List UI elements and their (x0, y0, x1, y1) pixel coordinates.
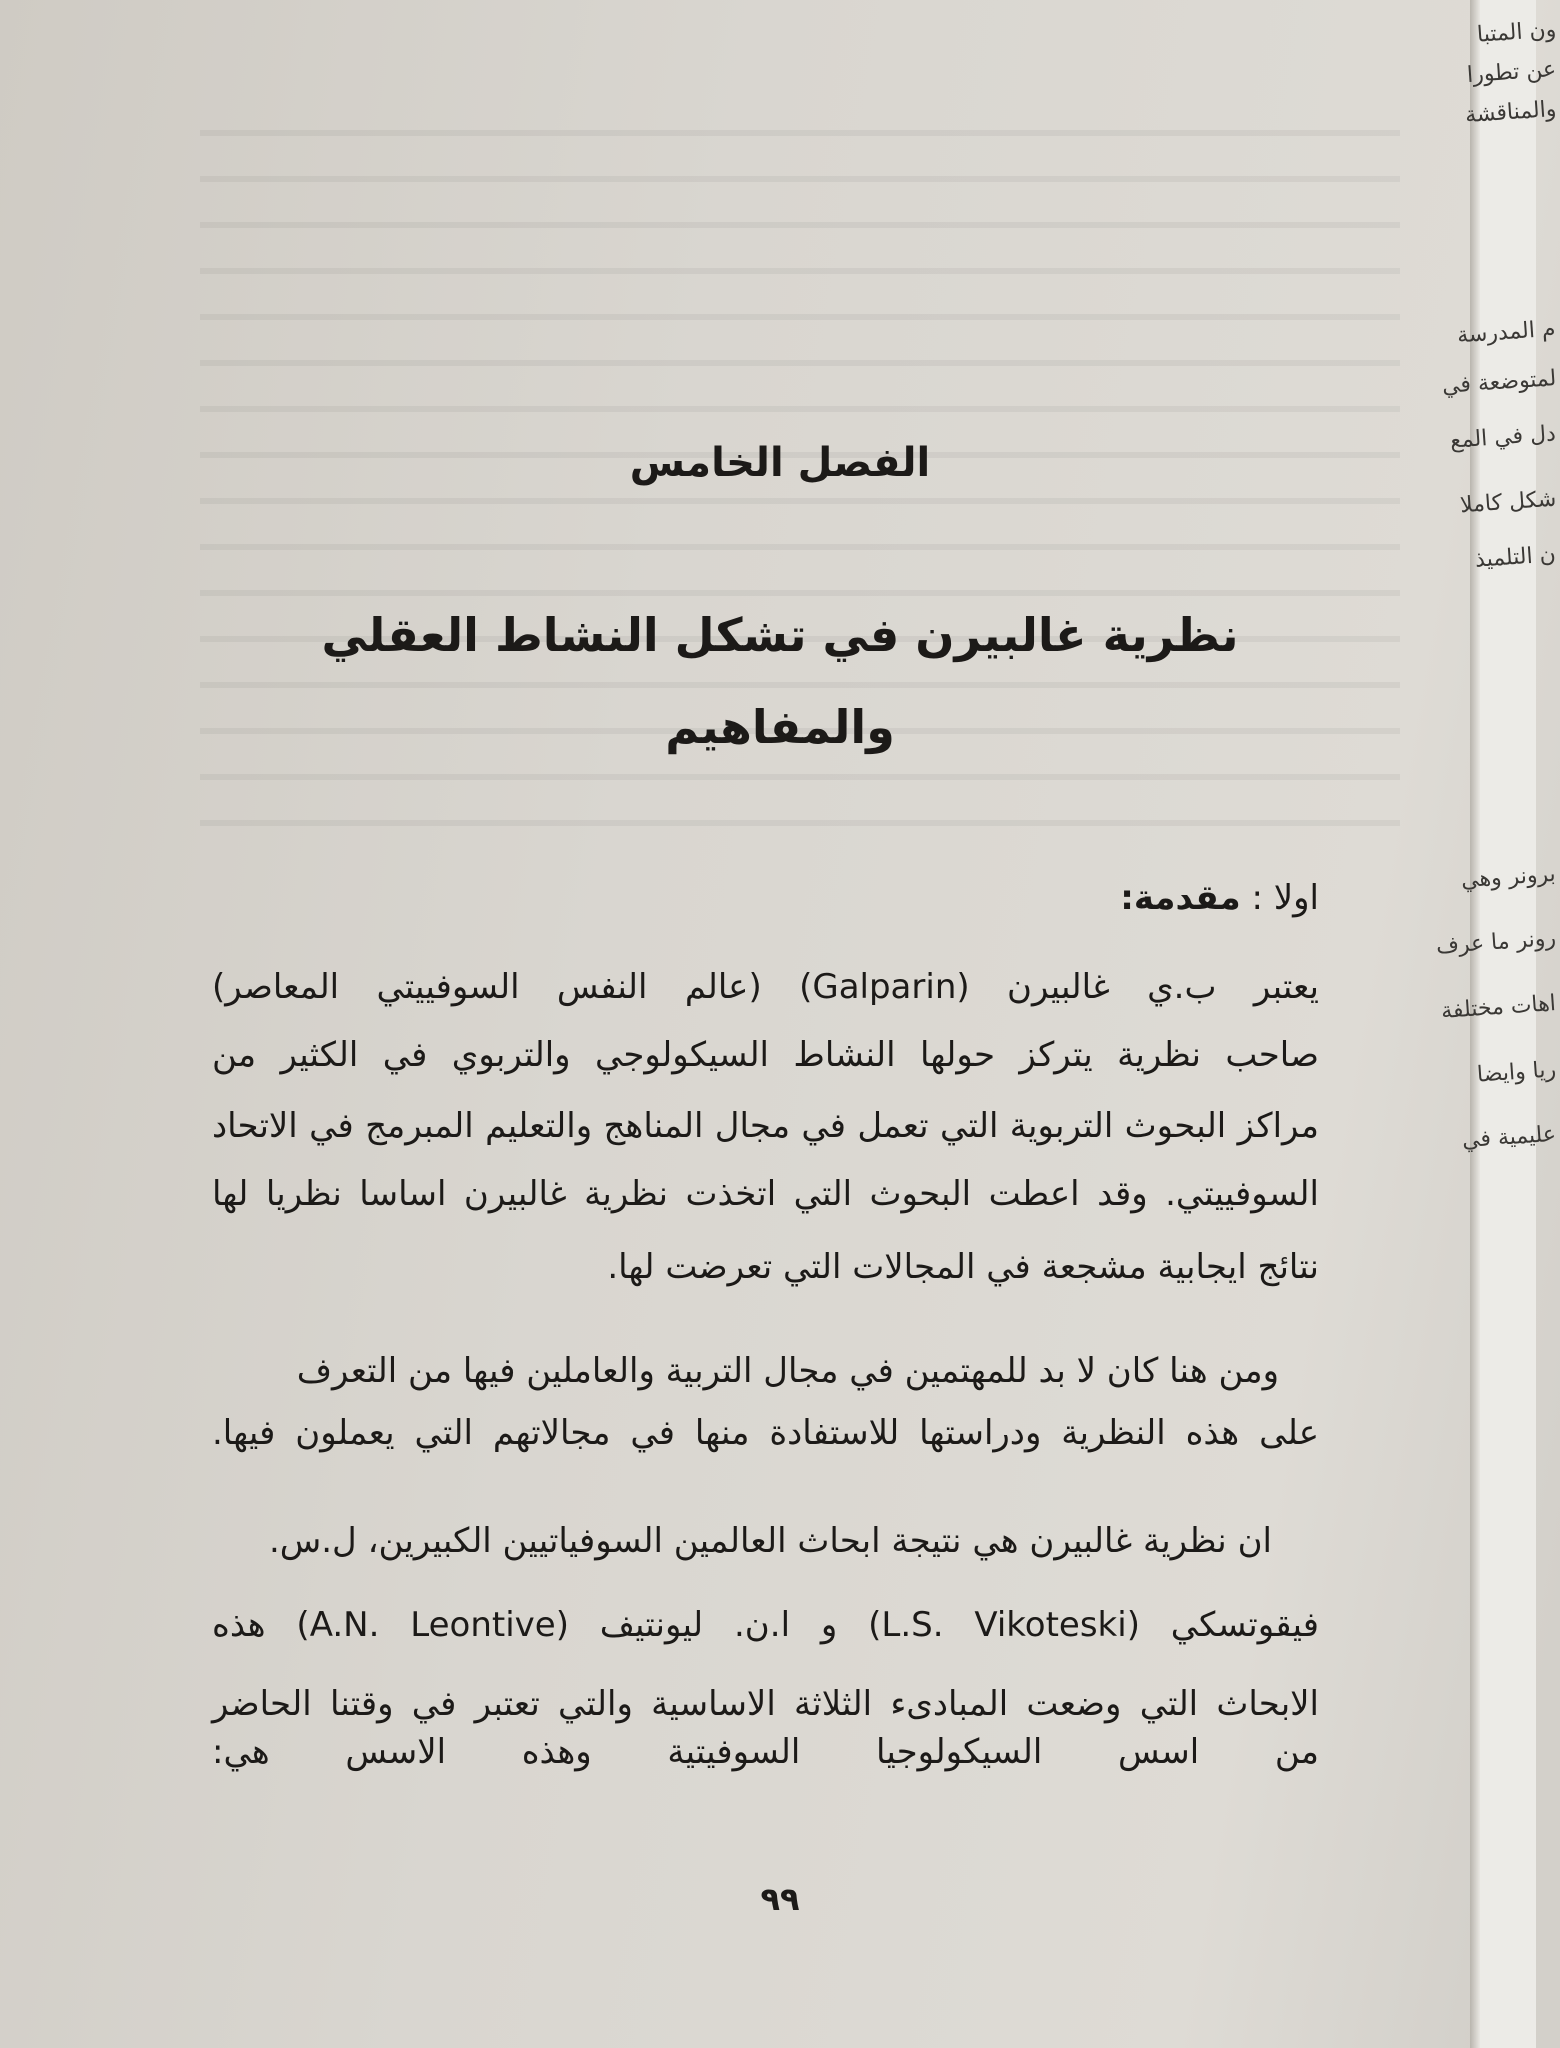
paragraph-2-line: على هذه النظرية ودراستها للاستفادة منها في مجالاتهم التي يعملون فيها. (212, 1413, 1319, 1453)
paragraph-1-line: يعتبر ب.ي غالبيرن (Galparin) (عالم النفس السوفييتي المعاصر) (212, 967, 1319, 1007)
paragraph-1-line: السوفييتي. وقد اعطت البحوث التي اتخذت نظرية غالبيرن اساسا نظريا لها (212, 1174, 1319, 1214)
adjacent-text: دل في المع (1449, 421, 1557, 454)
adjacent-text: برونر وهي (1460, 861, 1557, 894)
section-heading (212, 873, 1319, 923)
section-title: مقدمة: (1120, 878, 1241, 918)
adjacent-text: شكل كاملا (1458, 486, 1557, 519)
adjacent-text: عن تطورا (1466, 56, 1557, 89)
paragraph-3-line: من اسس السيكولوجيا السوفيتية وهذه الاسس هي: (212, 1732, 1319, 1772)
paragraph-3-line: فيقوتسكي (L.S. Vikoteski) و ا.ن. ليونتيف (A.N. Leontive) هذه (212, 1605, 1319, 1645)
adjacent-text: ن التلميذ (1474, 542, 1557, 573)
adjacent-text: ون المتبا (1475, 17, 1557, 48)
adjacent-text: عليمية في (1461, 1121, 1557, 1154)
paragraph-2-line: ومن هنا كان لا بد للمهتمين في مجال التربية والعاملين فيها من التعرف (296, 1351, 1279, 1391)
paragraph-3-line: الابحاث التي وضعت المبادىء الثلاثة الاساسية والتي تعتبر في وقتنا الحاضر (212, 1684, 1319, 1724)
adjacent-text: ريا وايضا (1476, 1057, 1557, 1088)
paragraph-1-line: مراكز البحوث التربوية التي تعمل في مجال المناهج والتعليم المبرمج في الاتحاد (212, 1106, 1319, 1146)
chapter-title-line-1: نظرية غالبيرن في تشكل النشاط العقلي (321, 608, 1239, 662)
adjacent-text: رونر ما عرف (1435, 925, 1557, 960)
book-gutter (1470, 0, 1480, 2048)
paragraph-3-line: ان نظرية غالبيرن هي نتيجة ابحاث العالمين السوفياتيين الكبيرين، ل.س. (268, 1521, 1272, 1561)
paragraph-1-line: صاحب نظرية يتركز حولها النشاط السيكولوجي والتربوي في الكثير من (212, 1035, 1319, 1075)
chapter-title-line-2: والمفاهيم (665, 700, 895, 754)
adjacent-text: والمناقشة (1463, 96, 1557, 129)
adjacent-text: اهات مختلفة (1440, 991, 1557, 1024)
adjacent-text: لمتوضعة في (1440, 366, 1557, 399)
chapter-heading: الفصل الخامس (629, 440, 931, 486)
adjacent-text: م المدرسة (1456, 316, 1557, 349)
section-label: اولا : (1251, 878, 1319, 918)
adjacent-page (1435, 0, 1557, 2048)
paragraph-1-line: نتائج ايجابية مشجعة في المجالات التي تعرضت لها. (607, 1247, 1319, 1287)
page-number: ٩٩ (760, 1880, 800, 1918)
